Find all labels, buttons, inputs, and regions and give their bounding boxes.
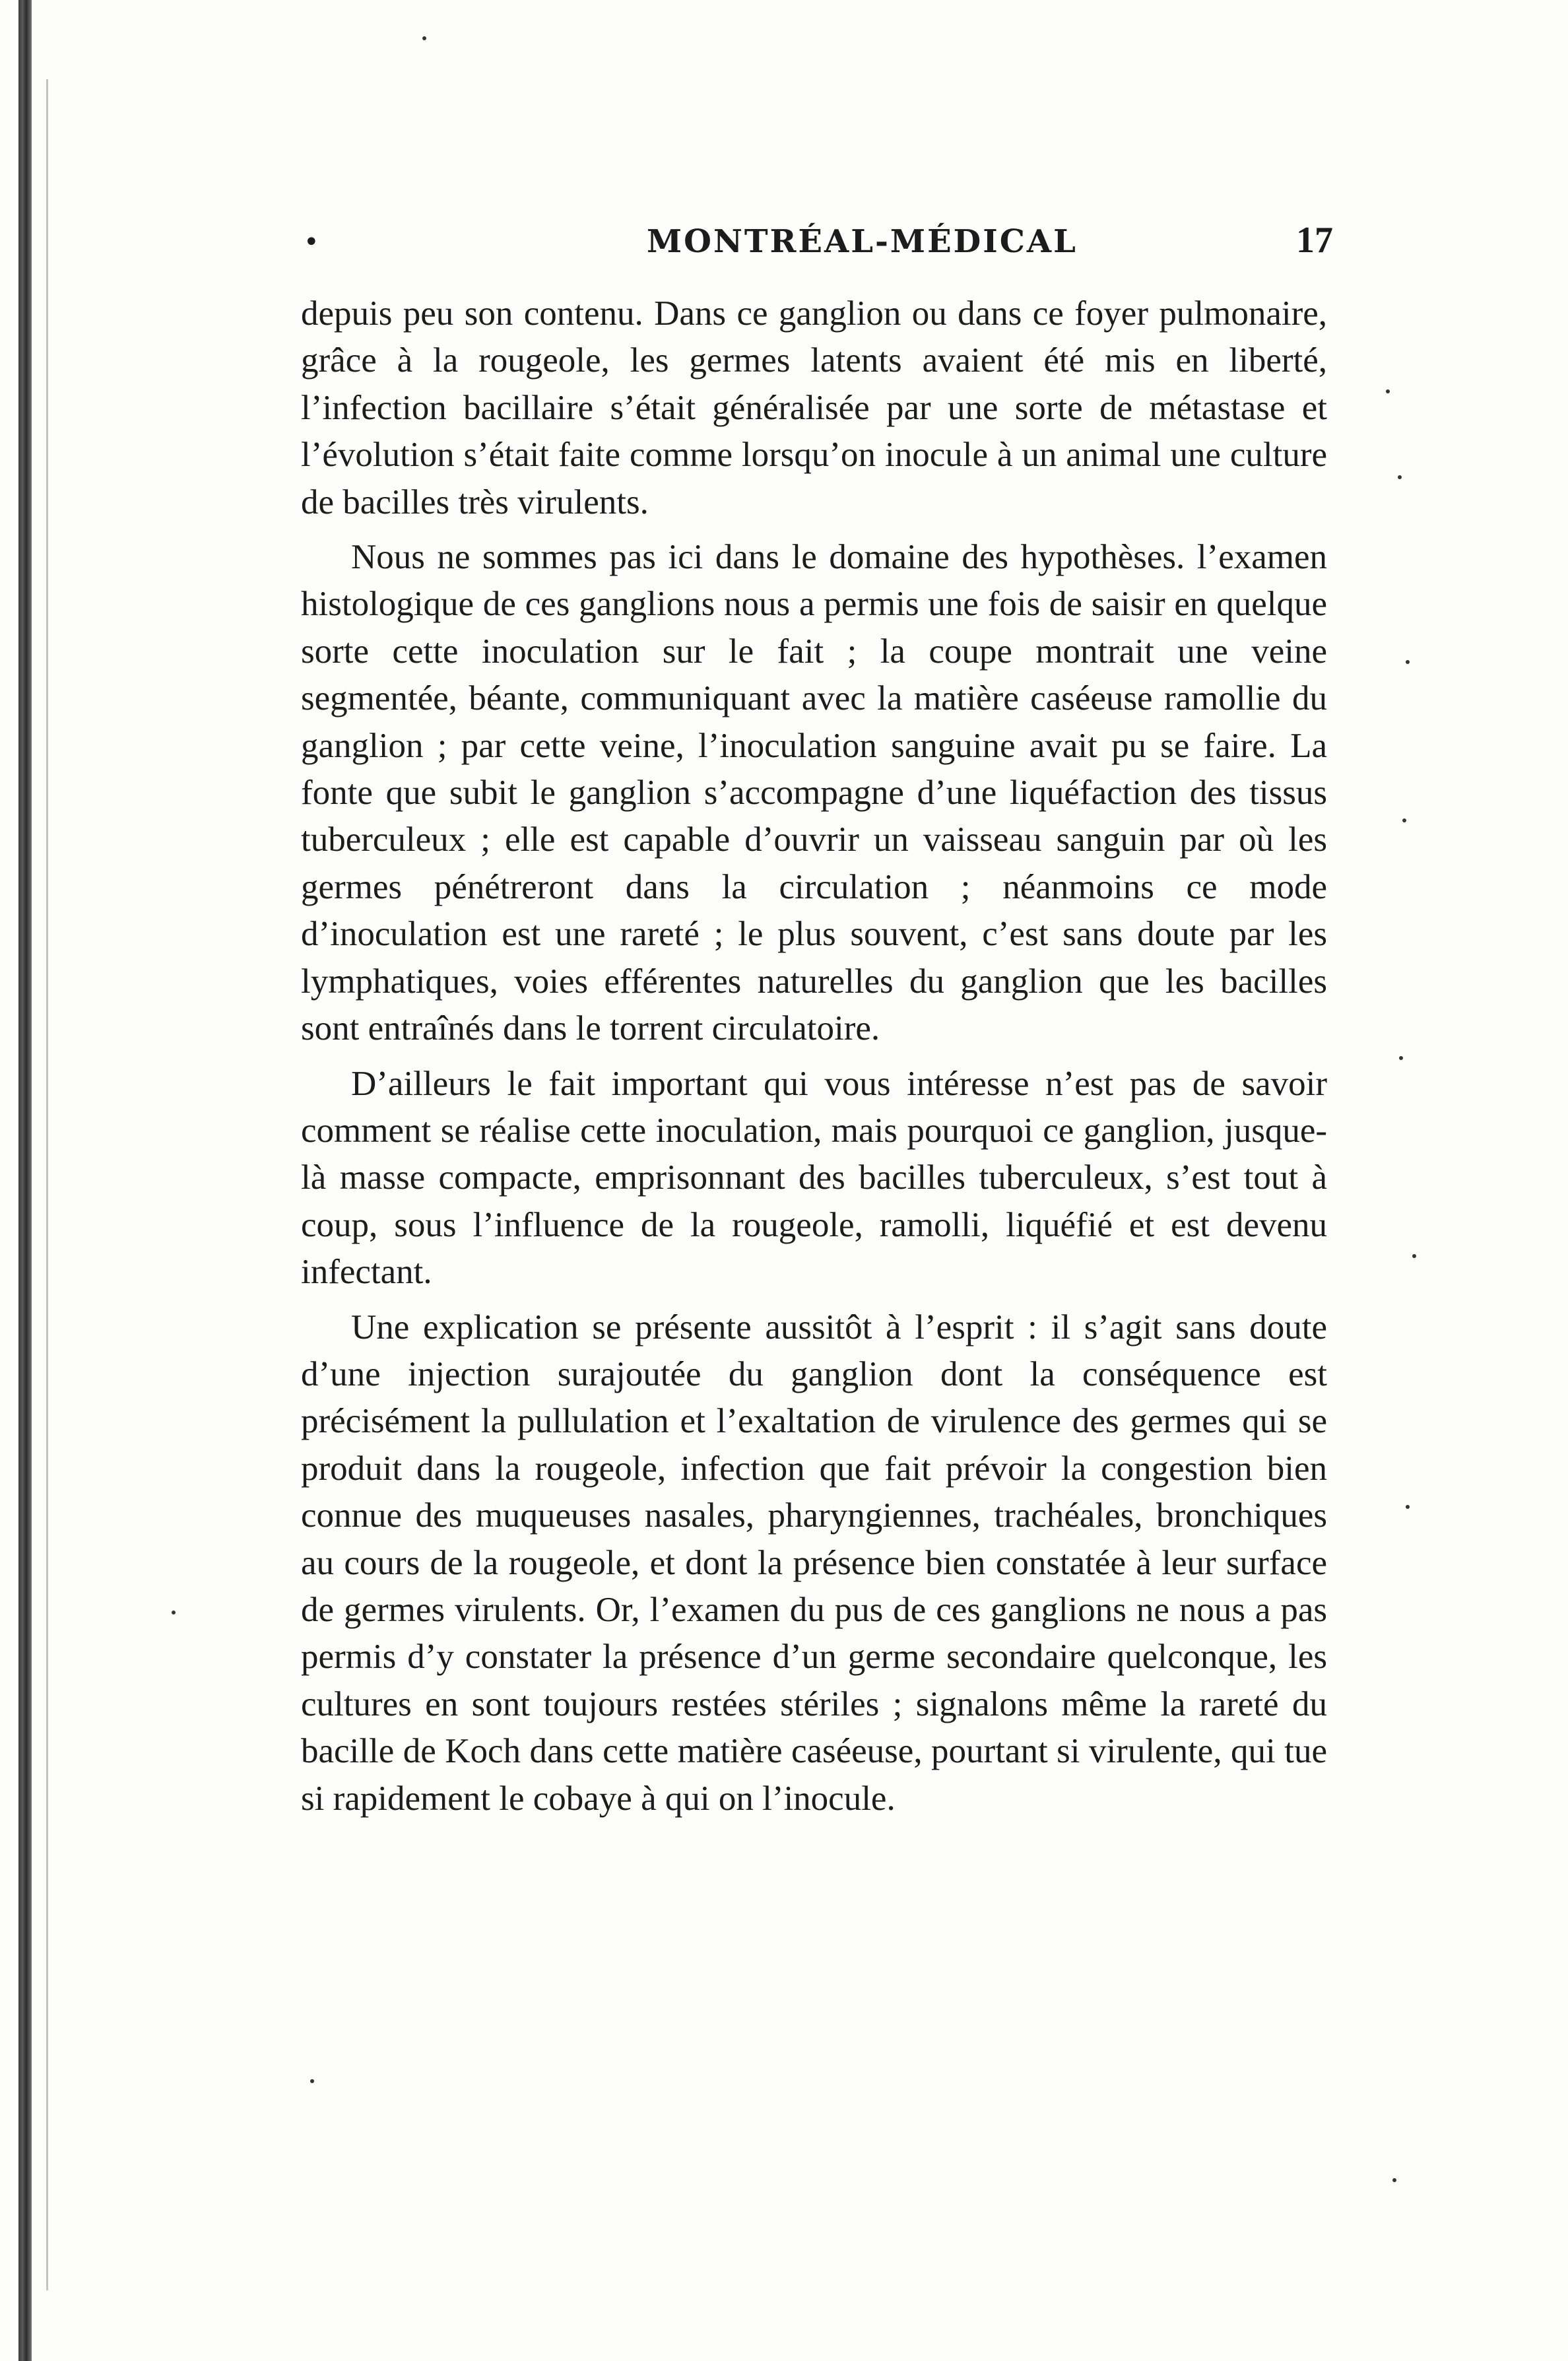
- scan-speck: [1406, 660, 1410, 664]
- body-text: [301, 290, 1327, 1822]
- scan-speck: [1392, 2178, 1396, 2182]
- page-header: [304, 218, 1333, 271]
- paragraph-3: D’ailleurs le fait important qui vous intéresse n’est pas de savoir comment se réalise cette inoculation, mais pourquoi ce ganglion, jusque-là masse compacte, emprisonnant des bacilles tuberculeux, s’est tout à coup, sous l’influence de la rougeole, ramolli, liquéfié et est devenu infectant.: [301, 1064, 1327, 1292]
- scan-speck: [172, 1611, 176, 1614]
- scan-speck: [1402, 818, 1406, 822]
- scan-speck: [422, 36, 426, 40]
- page-number: 17: [1296, 220, 1333, 261]
- scan-speck: [310, 2079, 314, 2083]
- binding-edge: [18, 0, 32, 2361]
- header-bullet: •: [304, 227, 319, 257]
- scan-speck: [1399, 1056, 1403, 1060]
- paragraph-4: Une explication se présente aussitôt à l’esprit : il s’agit sans doute d’une injection surajoutée du ganglion dont la conséquence est précisément la pullulation et l’exaltation de virulence des germes qui se produit dans la rougeole, infection que fait prévoir la congestion bien connue des muqueuses nasales, pharyngiennes, trachéales, bronchiques au cours de la rougeole, et dont la présence bien constatée à leur surface de germes virulents. Or, l’examen du pus de ces ganglions ne nous a pas permis d’y constater la présence d’un germe secondaire quelconque, les cultures en sont toujours restées stériles ; signalons même la rareté du bacille de Koch dans cette matière caséeuse, pourtant si virulente, qui tue si rapidement le cobaye à qui on l’inocule.: [301, 1308, 1327, 1818]
- scan-speck: [1398, 475, 1402, 479]
- scan-speck: [1412, 1254, 1416, 1258]
- paragraph-2: Nous ne sommes pas ici dans le domaine des hypothèses. l’examen histologique de ces ganglions nous a permis une fois de saisir en quelque sorte cette inoculation sur le fait ; la coupe montrait une veine segmentée, béante, communiquant avec la matière caséeuse ramollie du ganglion ; par cette veine, l’inoculation sanguine avait pu se faire. La fonte que subit le ganglion s’accompagne d’une liquéfaction des tissus tuberculeux ; elle est capable d’ouvrir un vaisseau sanguin par où les germes pénétreront dans la circulation ; néanmoins ce mode d’inoculation est une rareté ; le plus souvent, c’est sans doute par les lymphatiques, voies efférentes naturelles du ganglion que les bacilles sont entraînés dans le torrent circulatoire.: [301, 538, 1327, 1048]
- running-head: MONTRÉAL-MÉDICAL: [647, 223, 1078, 260]
- scan-speck: [1386, 389, 1390, 393]
- binding-shadow-line: [46, 79, 48, 2290]
- scan-speck: [1406, 1505, 1410, 1509]
- paragraph-1: depuis peu son contenu. Dans ce ganglion ou dans ce foyer pulmonaire, grâce à la rougeole, les germes latents avaient été mis en liberté, l’infection bacillaire s’était généralisée par une sorte de métastase et l’évolution s’était faite comme lorsqu’on inocule à un animal une culture de bacilles très virulents.: [301, 294, 1327, 521]
